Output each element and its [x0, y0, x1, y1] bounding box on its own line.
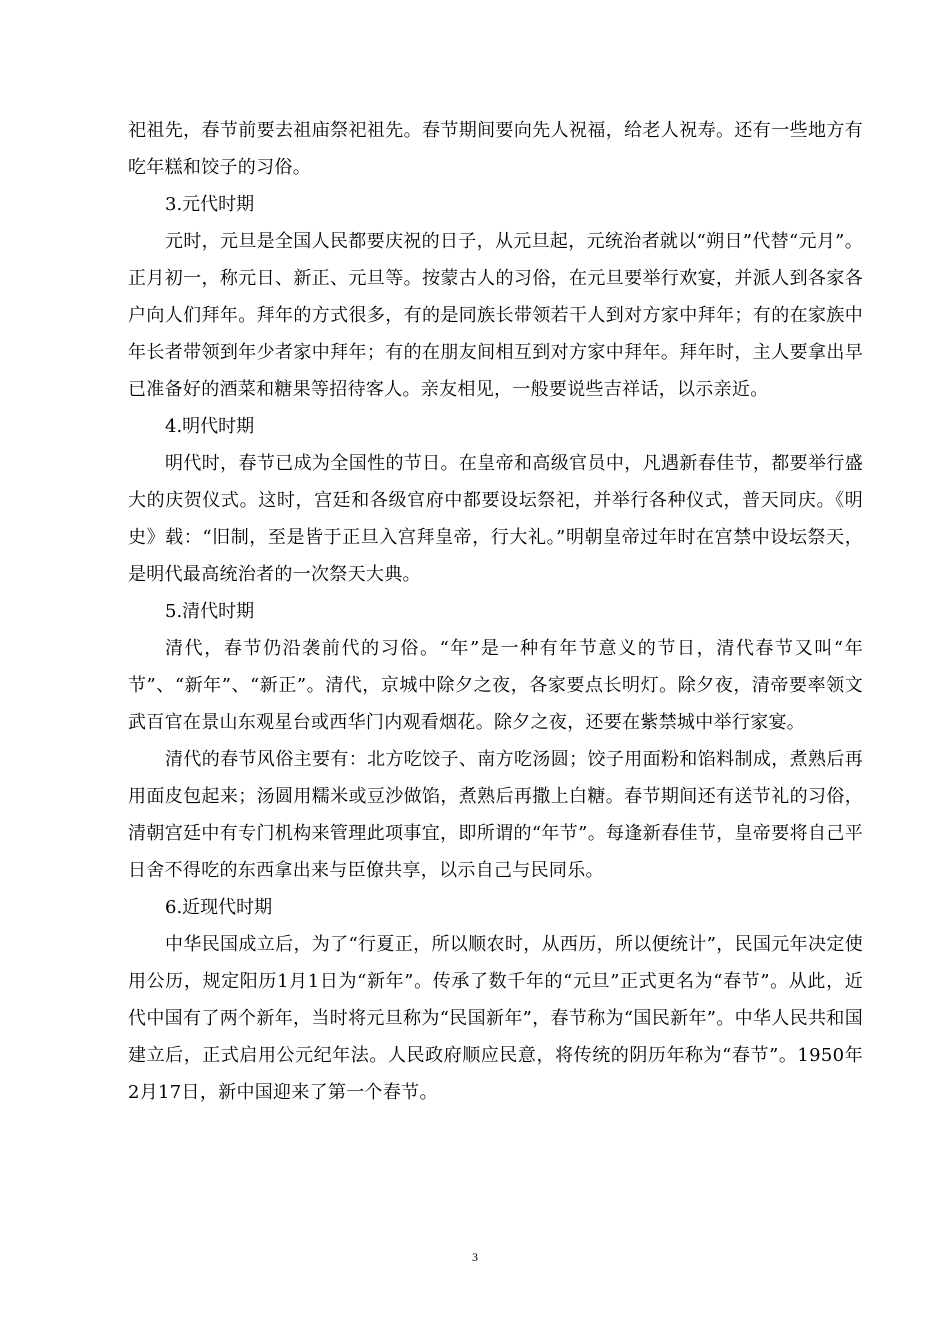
section-heading-ming: 4.明代时期 — [165, 416, 255, 437]
paragraph-modern: 中华民国成立后，为了“行夏正，所以顺农时，从西历，所以便统计”，民国元年决定使用公历，规定阳历1月1日为“新年”。传承了数千年的“元旦”正式更名为“春节”。从此，近代中国有了两个新年，当时将元旦称为“民国新年”，春节称为“国民新年”。中华人民共和国建立后，正式启用公元纪年法。人民政府顺应民意，将传统的阴历年称为“春节”。1950年2月17日，新中国迎来了第一个春节。 — [128, 934, 863, 1103]
section-heading-qing: 5.清代时期 — [165, 601, 255, 622]
paragraph-continuation: 祀祖先，春节前要去祖庙祭祀祖先。春节期间要向先人祝福，给老人祝寿。还有一些地方有吃年糕和饺子的习俗。 — [128, 120, 863, 178]
section-heading-modern: 6.近现代时期 — [165, 897, 273, 918]
page-body — [128, 112, 863, 1111]
paragraph-yuan: 元时，元旦是全国人民都要庆祝的日子，从元旦起，元统治者就以“朔日”代替“元月”。正月初一，称元日、新正、元旦等。按蒙古人的习俗，在元旦要举行欢宴，并派人到各家各户向人们拜年。拜年的方式很多，有的是同族长带领若干人到对方家中拜年；有的在家族中年长者带领到年少者家中拜年；有的在朋友间相互到对方家中拜年。拜年时，主人要拿出早已准备好的酒菜和糖果等招待客人。亲友相见，一般要说些吉祥话，以示亲近。 — [128, 231, 863, 400]
paragraph-ming: 明代时，春节已成为全国性的节日。在皇帝和高级官员中，凡遇新春佳节，都要举行盛大的庆贺仪式。这时，宫廷和各级官府中都要设坛祭祀，并举行各种仪式，普天同庆。《明史》载：“旧制，至是皆于正旦入宫拜皇帝，行大礼。”明朝皇帝过年时在宫禁中设坛祭天，是明代最高统治者的一次祭天大典。 — [128, 453, 863, 585]
paragraph-qing-2: 清代的春节风俗主要有：北方吃饺子、南方吃汤圆；饺子用面粉和馅料制成，煮熟后再用面皮包起来；汤圆用糯米或豆沙做馅，煮熟后再撒上白糖。春节期间还有送节礼的习俗，清朝宫廷中有专门机构来管理此项事宜，即所谓的“年节”。每逢新春佳节，皇帝要将自己平日舍不得吃的东西拿出来与臣僚共享，以示自己与民同乐。 — [128, 749, 863, 881]
paragraph-qing-1: 清代，春节仍沿袭前代的习俗。“年”是一种有年节意义的节日，清代春节又叫“年节”、“新年”、“新正”。清代，京城中除夕之夜，各家要点长明灯。除夕夜，清帝要率领文武百官在景山东观星台或西华门内观看烟花。除夕之夜，还要在紫禁城中举行家宴。 — [128, 638, 863, 733]
page-number: 3 — [472, 1250, 478, 1264]
section-heading-yuan: 3.元代时期 — [165, 194, 255, 215]
